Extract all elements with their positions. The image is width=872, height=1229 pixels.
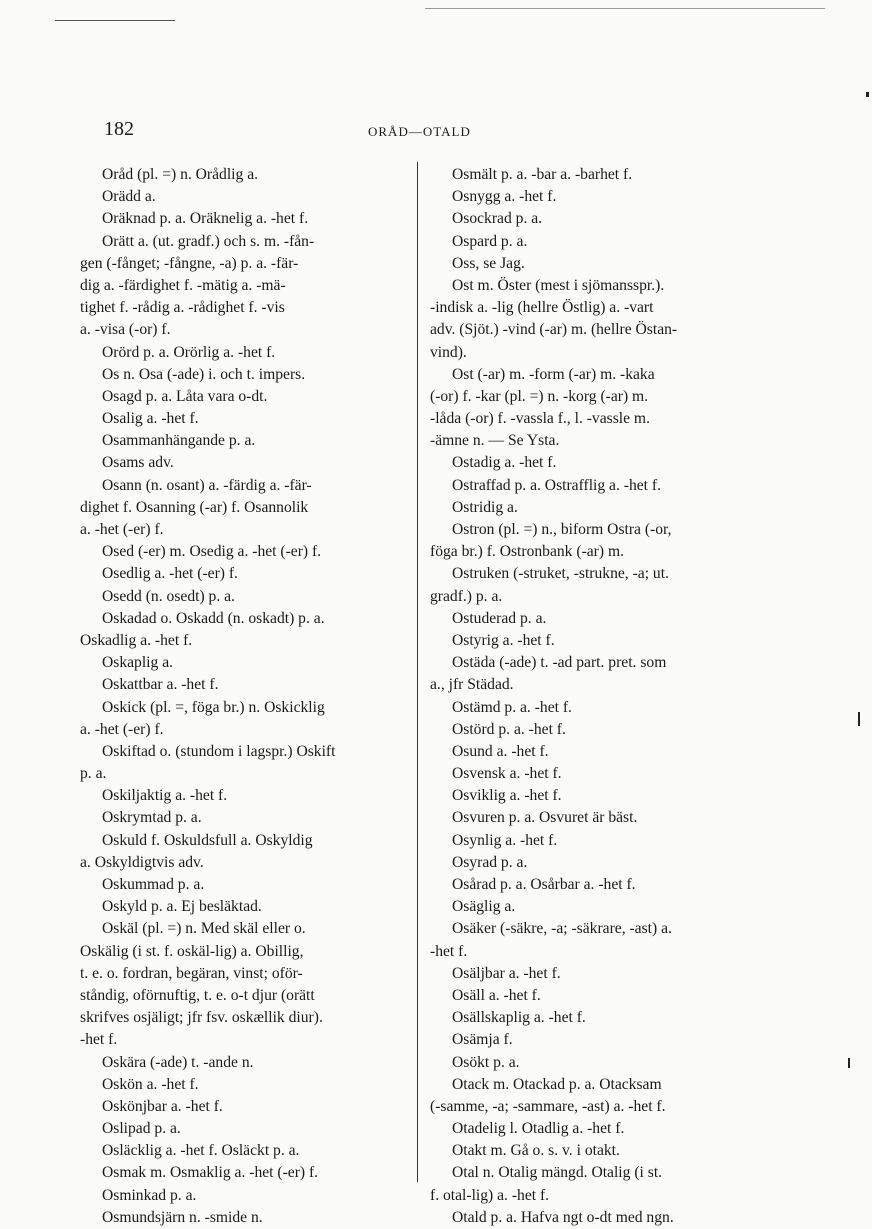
entry-line: Osäker (-säkre, -a; -säkrare, -ast) a. [452,920,672,938]
margin-speck [848,1058,850,1068]
entry-line: Osläcklig a. -het f. Osläckt p. a. [102,1142,300,1160]
entry-line: Osårad p. a. Osårbar a. -het f. [452,876,636,893]
entry-line: Ostruken (-struket, -strukne, -a; ut. [452,565,669,583]
page-number: 182 [104,118,134,140]
entry-line: Osviklig a. -het f. [452,787,562,805]
entry-line: Ostämd p. a. -het f. [452,698,572,716]
column-divider [417,162,418,1182]
entry-line: a., jfr Städad. [430,676,514,694]
entry-line: adv. (Sjöt.) -vind (-ar) m. (hellre Östan- [430,321,678,339]
entry-line: Osäglig a. [452,898,516,916]
entry-line: Otack m. Otackad p. a. Otacksam [452,1075,662,1093]
entry-line: Ostridig a. [452,498,518,516]
entry-line: Ostron (pl. =) n., biform Ostra (-or, [452,521,672,538]
entry-line: Oskäl (pl. =) n. Med skäl eller o. [102,920,306,938]
entry-line: a. -visa (-or) f. [80,321,171,339]
entry-line: Oskönjbar a. -het f. [102,1097,223,1115]
right-column [430,164,760,1229]
entry-line: Oskaplig a. [102,654,174,672]
entry-line: Osäll a. -het f. [452,986,541,1004]
entry-line: Osällskaplig a. -het f. [452,1009,586,1027]
page-header [0,118,872,144]
entry-line: dighet f. Osanning (-ar) f. Osannolik [80,498,309,516]
entry-line: Orörd p. a. Orörlig a. -het f. [102,343,276,361]
entry-line: ståndig, oförnuftig, t. e. o-t djur (orätt [80,986,315,1004]
entry-line: Osann (n. osant) a. -färdig a. -fär- [102,476,312,494]
entry-line: t. e. o. fordran, begäran, vinst; oför- [80,964,303,982]
entry-line: Ostuderad p. a. [452,609,547,627]
entry-line: dig a. -färdighet f. -mätig a. -mä- [80,276,286,294]
top-rule [55,20,175,21]
entry-line: föga br.) f. Ostronbank (-ar) m. [430,543,624,561]
entry-line: Ost m. Öster (mest i sjömansspr.). [452,276,665,294]
entry-line: a. -het (-er) f. [80,720,164,738]
entry-line: Ostäda (-ade) t. -ad part. pret. som [452,654,667,672]
entry-line: Osed (-er) m. Osedig a. -het (-er) f. [102,543,322,561]
entry-line: Osagd p. a. Låta vara o-dt. [102,387,268,405]
entry-line: Ospard p. a. [452,232,528,250]
margin-speck [858,712,860,726]
entry-line: gradf.) p. a. [430,587,503,605]
entry-line: Osund a. -het f. [452,742,549,760]
entry-line: Osalig a. -het f. [102,410,199,428]
top-rule-faint [425,8,825,9]
entry-line: f. otal-lig) a. -het f. [430,1186,550,1204]
entry-line: Osäljbar a. -het f. [452,964,561,982]
entry-line: Osmak m. Osmaklig a. -het (-er) f. [102,1164,319,1182]
entry-line: Oskälig (i st. f. oskäl-lig) a. Obillig, [80,942,304,960]
left-column [80,164,396,1229]
entry-line: skrifves osjäligt; jfr fsv. oskællik diur). [80,1009,323,1027]
entry-line: Ost (-ar) m. -form (-ar) m. -kaka [452,365,655,383]
entry-line: gen (-fånget; -fångne, -a) p. a. -fär- [80,254,299,272]
entry-line: Oräknad p. a. Oräknelig a. -het f. [102,210,309,228]
entry-line: Oskick (pl. =, föga br.) n. Oskicklig [102,698,325,716]
entry-line: (-or) f. -kar (pl. =) n. -korg (-ar) m. [430,387,649,405]
entry-line: Otadelig l. Otadlig a. -het f. [452,1120,625,1138]
running-head: ORÅD—OTALD [368,124,471,139]
entry-line: Osammanhängande p. a. [102,432,256,450]
entry-line: Oslipad p. a. [102,1120,181,1138]
entry-line: Osmundsjärn n. -smide n. [102,1208,263,1226]
entry-line: Oskummad p. a. [102,876,205,893]
margin-speck [866,92,869,97]
entry-line: Ostadig a. -het f. [452,454,557,472]
entry-line: (-samme, -a; -sammare, -ast) a. -het f. [430,1097,666,1115]
entry-line: Osminkad p. a. [102,1186,197,1204]
entry-line: tighet f. -rådig a. -rådighet f. -vis [80,299,285,317]
entry-line: Osmält p. a. -bar a. -barhet f. [452,166,633,183]
entry-line: Osvensk a. -het f. [452,765,562,783]
entry-line: Osyrad p. a. [452,853,528,871]
entry-line: Oskrymtad p. a. [102,809,202,827]
entry-line: a. Oskyldigtvis adv. [80,853,204,871]
entry-line: Osedd (n. osedt) p. a. [102,587,235,605]
entry-line: Ostraffad p. a. Ostrafflig a. -het f. [452,476,662,494]
entry-line: Otal n. Otalig mängd. Otalig (i st. [452,1164,663,1182]
entry-line: Osockrad p. a. [452,210,543,228]
entry-line: Ostörd p. a. -het f. [452,720,566,738]
entry-line: Orätt a. (ut. gradf.) och s. m. -fån- [102,232,315,250]
entry-line: Oskadad o. Oskadd (n. oskadt) p. a. [102,609,325,627]
entry-line: Oskära (-ade) t. -ande n. [102,1053,254,1071]
entry-line: -låda (-or) f. -vassla f., l. -vassle m. [430,410,650,428]
entry-line: Osams adv. [102,454,174,472]
entry-line: Orädd a. [102,188,156,206]
entry-line: Ostyrig a. -het f. [452,631,555,649]
entry-line: Oskön a. -het f. [102,1075,199,1093]
entry-line: Osämja f. [452,1031,513,1049]
entry-line: Os n. Osa (-ade) i. och t. impers. [102,365,306,383]
entry-line: Osnygg a. -het f. [452,188,557,206]
entry-line: Oskyld p. a. Ej besläktad. [102,898,262,916]
entry-line: Oskuld f. Oskuldsfull a. Oskyldig [102,831,313,849]
entry-line: -indisk a. -lig (hellre Östlig) a. -vart [430,299,654,317]
entry-line: vind). [430,343,467,361]
entry-line: Oskattbar a. -het f. [102,676,219,694]
entry-line: Osynlig a. -het f. [452,831,558,849]
entry-line: Otakt m. Gå o. s. v. i otakt. [452,1142,620,1160]
entry-line: -het f. [430,942,468,960]
entry-line: Osedlig a. -het (-er) f. [102,565,238,583]
entry-line: Osvuren p. a. Osvuret är bäst. [452,809,638,827]
entry-line: Oskiljaktig a. -het f. [102,787,228,805]
entry-line: Oskiftad o. (stundom i lagspr.) Oskift [102,742,336,760]
entry-line: -ämne n. — Se Ysta. [430,432,560,450]
entry-line: Oskadlig a. -het f. [80,631,193,649]
entry-line: a. -het (-er) f. [80,521,164,538]
entry-line: Oss, se Jag. [452,254,525,272]
entry-line: p. a. [80,765,107,783]
entry-line: Otald p. a. Hafva ngt o-dt med ngn. [452,1208,674,1226]
entry-line: Osökt p. a. [452,1053,520,1071]
entry-line: -het f. [80,1031,118,1049]
entry-line: Oråd (pl. =) n. Orådlig a. [102,166,259,183]
